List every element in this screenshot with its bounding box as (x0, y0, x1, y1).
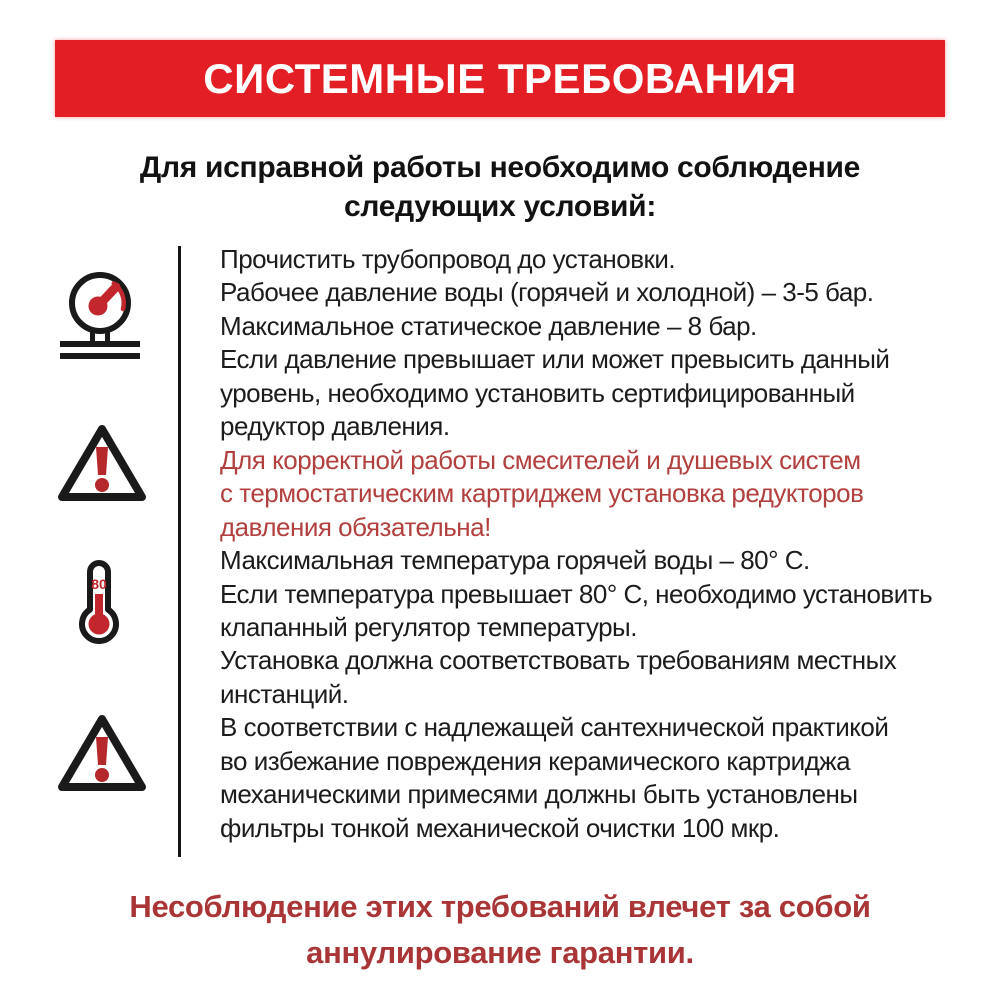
subtitle-line: следующих условий: (343, 190, 657, 223)
requirement-line: Если давление превышает или может превысить данный (220, 344, 890, 375)
requirement-line: с термостатическим картриджем установка редукторов (220, 478, 864, 509)
requirement-line: во избежание повреждения керамического картриджа (220, 745, 851, 776)
requirement-line: Если температура превышает 80° C, необходимо установить (220, 578, 933, 609)
header-banner (55, 40, 945, 117)
requirement-line: фильтры тонкой механической очистки 100 мкр. (220, 812, 780, 843)
requirement-line: Прочистить трубопровод до установки. (220, 244, 676, 274)
requirement-line: редуктор давления. (220, 411, 450, 442)
requirement-line: Для корректной работы смесителей и душевых систем (220, 444, 861, 475)
warranty-warning-line: Несоблюдение этих требований влечет за собой (129, 889, 871, 924)
thermometer-label: 80 (91, 576, 107, 592)
requirement-line: клапанный регулятор температуры. (220, 611, 637, 642)
requirement-line: инстанций. (220, 678, 349, 709)
requirements-list (220, 243, 990, 845)
requirement-line: Рабочее давление воды (горячей и холодной) – 3-5 бар. (220, 277, 874, 308)
requirement-line: В соответствии с надлежащей сантехнической практикой (220, 712, 889, 743)
subtitle-line: Для исправной работы необходимо соблюдение (139, 151, 861, 184)
pressure-gauge-icon (60, 270, 140, 360)
warning-triangle-icon (56, 712, 148, 796)
warranty-warning (0, 884, 1000, 976)
column-divider (178, 246, 181, 857)
requirement-line: уровень, необходимо установить сертифицированный (220, 377, 855, 408)
requirement-line: Установка должна соответствовать требованиям местных (220, 645, 897, 676)
page-title: СИСТЕМНЫЕ ТРЕБОВАНИЯ (203, 55, 797, 102)
requirement-line: давления обязательна! (220, 511, 491, 542)
thermometer-icon (76, 558, 122, 650)
requirement-line: Максимальная температура горячей воды – 80° C. (220, 545, 810, 576)
subtitle (0, 148, 1000, 226)
requirement-line: механическими примесями должны быть установлены (220, 779, 858, 810)
requirement-line: Максимальное статическое давление – 8 бар. (220, 310, 757, 341)
warranty-warning-line: аннулирование гарантии. (306, 935, 694, 970)
warning-triangle-icon (56, 422, 148, 506)
